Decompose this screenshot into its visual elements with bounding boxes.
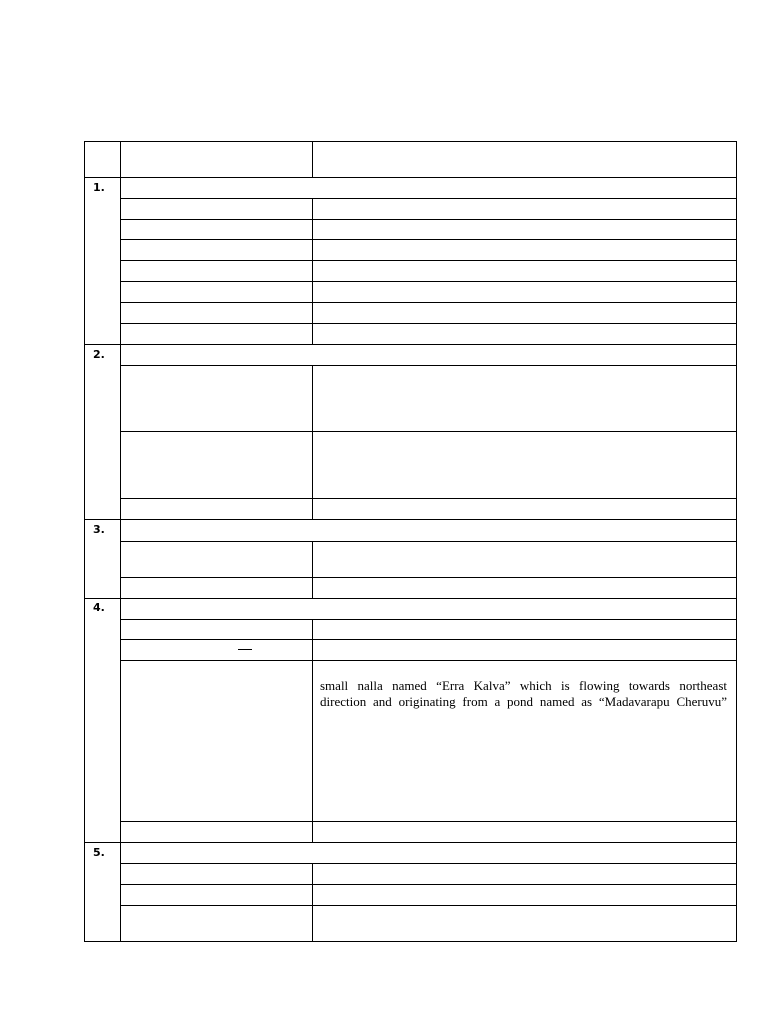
section-4-description: [320, 678, 727, 710]
section-1-bottom: [84, 344, 737, 345]
section-3-bottom: [84, 598, 737, 599]
section-2-row-divider: [120, 431, 737, 432]
table-border-top: [84, 141, 737, 142]
section-4-row-divider: [120, 821, 737, 822]
section-4-row-divider: [120, 639, 737, 640]
section-3-title-bottom: [120, 541, 737, 542]
section-2-column-divider: [312, 365, 313, 520]
section-5-title-bottom: [120, 863, 737, 864]
table-border-left: [84, 141, 85, 942]
section-1-title-bottom: [120, 198, 737, 199]
section-4-column-divider: [312, 619, 313, 843]
section-4-row-divider: [120, 660, 737, 661]
dash-mark: [238, 649, 252, 650]
section-1-row-divider: [120, 239, 737, 240]
section-2-title-bottom: [120, 365, 737, 366]
section-3-row-divider: [120, 577, 737, 578]
section-number-3: 3.: [93, 523, 105, 536]
section-number-5: 5.: [93, 846, 105, 859]
header-row-bottom: [84, 177, 737, 178]
section-1-row-divider: [120, 260, 737, 261]
table-border-bottom: [84, 941, 737, 942]
section-number-4: 4.: [93, 601, 105, 614]
section-3-column-divider: [312, 541, 313, 598]
section-5-row-divider: [120, 905, 737, 906]
section-1-row-divider: [120, 323, 737, 324]
section-1-row-divider: [120, 281, 737, 282]
section-1-row-divider: [120, 302, 737, 303]
section-5-column-divider: [312, 863, 313, 941]
section-number-2: 2.: [93, 348, 105, 361]
section-4-title-bottom: [120, 619, 737, 620]
section-1-row-divider: [120, 219, 737, 220]
section-4-bottom: [84, 842, 737, 843]
section-2-bottom: [84, 519, 737, 520]
section-5-row-divider: [120, 884, 737, 885]
section-number-1: 1.: [93, 181, 105, 194]
header-column-divider: [312, 141, 313, 178]
description-line-1: small nalla named “Erra Kalva” which is flowing towards northeast: [320, 678, 727, 693]
description-line-2: direction and originating from a pond named as “Madavarapu Cheruvu”: [320, 694, 727, 709]
section-2-row-divider: [120, 498, 737, 499]
